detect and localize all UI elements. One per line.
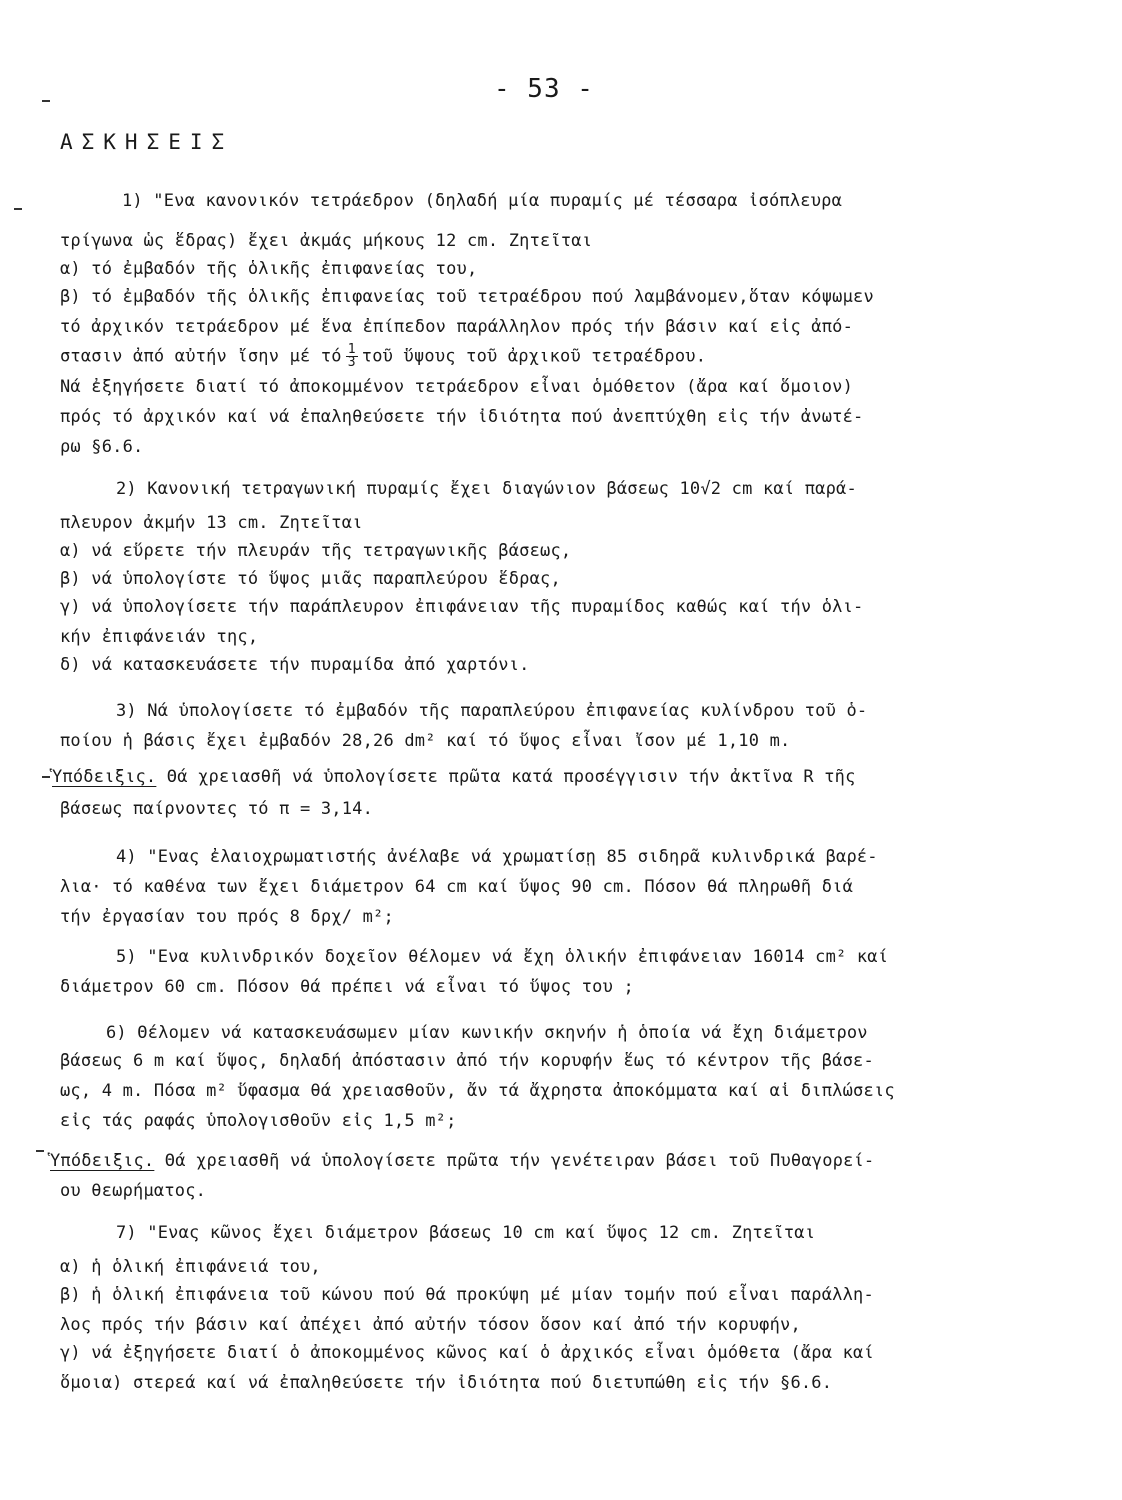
exercise-line: Νά ἐξηγήσετε διατί τό ἀποκομμένον τετράεδρον εἶναι ὁμόθετον (ἄρα καί ὅμοιον) [60, 377, 854, 397]
exercise-line: 2) Κανονική τετραγωνική πυραμίς ἔχει διαγώνιον βάσεως 10√2 cm καί παρά- [116, 479, 857, 499]
exercise-line: β) ἡ ὁλική ἐπιφάνεια τοῦ κώνου πού θά προκύψη μέ μίαν τομήν πού εἶναι παράλλη- [60, 1285, 874, 1305]
exercise-line: 4) "Ενας ἐλαιοχρωματιστής ἀνέλαβε νά χρωματίσῃ 85 σιδηρᾶ κυλινδρικά βαρέ- [116, 847, 878, 867]
hint-label: Ὑπόδειξις. [52, 767, 157, 787]
exercise-text: στασιν ἀπό αὐτήν ἴσην μέ τό [60, 346, 342, 367]
exercise-line: εἰς τάς ραφάς ὑπολογισθοῦν εἰς 1,5 m²; [60, 1111, 457, 1131]
hint-text: Θά χρειασθῆ νά ὑπολογίσετε πρῶτα κατά προσέγγισιν τήν ἀκτῖνα R τῆς [166, 767, 856, 787]
margin-mark [42, 776, 50, 778]
exercise-line: πρός τό ἀρχικόν καί νά ἐπαληθεύσετε τήν ἰδιότητα πού ἀνεπτύχθη εἰς τήν ἀνωτέ- [60, 407, 864, 427]
page-number: - 53 - [494, 74, 594, 104]
hint-line: βάσεως παίρνοντες τό π = 3,14. [60, 799, 374, 819]
fraction [346, 344, 358, 369]
exercise-line: α) νά εὕρετε τήν πλευράν τῆς τετραγωνικῆς βάσεως, [60, 541, 572, 561]
exercise-line: ποίου ἡ βάσις ἔχει ἐμβαδόν 28,26 dm² καί τό ὕψος εἶναι ἴσον μέ 1,10 m. [60, 731, 791, 751]
exercise-line: τήν ἐργασίαν του πρός 8 δρχ/ m²; [60, 907, 394, 927]
exercise-line: γ) νά ἐξηγήσετε διατί ὁ ἀποκομμένος κῶνος καί ὁ ἀρχικός εἶναι ὁμόθετα (ἄρα καί [60, 1343, 874, 1363]
exercise-line: τό ἀρχικόν τετράεδρον μέ ἕνα ἐπίπεδον παράλληλον πρός τήν βάσιν καί εἰς ἀπό- [60, 317, 854, 337]
fraction-denominator: 3 [347, 355, 356, 370]
hint-text: Θά χρειασθῆ νά ὑπολογίσετε πρῶτα τήν γενέτειραν βάσει τοῦ Πυθαγορεί- [164, 1151, 875, 1171]
exercise-line: ὅμοια) στερεά καί νά ἐπαληθεύσετε τήν ἰδιότητα πού διετυπώθη εἰς τήν §6.6. [60, 1373, 833, 1393]
exercise-line: β) νά ὑπολογίστε τό ὕψος μιᾶς παραπλεύρου ἕδρας, [60, 569, 561, 589]
fraction-numerator: 1 [347, 342, 356, 357]
exercise-line: α) τό ἐμβαδόν τῆς ὁλικῆς ἐπιφανείας του, [60, 259, 478, 279]
exercise-line: γ) νά ὑπολογίσετε τήν παράπλευρον ἐπιφάνειαν τῆς πυραμίδος καθώς καί τήν ὁλι- [60, 597, 864, 617]
exercise-line: λος πρός τήν βάσιν καί ἀπέχει ἀπό αὐτήν τόσον ὅσον καί ἀπό τήν κορυφήν, [60, 1315, 801, 1335]
exercise-line: 3) Νά ὑπολογίσετε τό ἐμβαδόν τῆς παραπλεύρου ἐπιφανείας κυλίνδρου τοῦ ὁ- [116, 701, 868, 721]
exercise-text: τοῦ ὕψους τοῦ ἀρχικοῦ τετραέδρου. [361, 346, 707, 367]
hint-line [50, 1150, 874, 1172]
exercise-line: ρω §6.6. [60, 437, 144, 457]
exercise-line [60, 344, 706, 369]
exercise-line: 1) "Ενα κανονικόν τετράεδρον (δηλαδή μία πυραμίς μέ τέσσαρα ἰσόπλευρα [122, 191, 843, 211]
exercise-line: β) τό ἐμβαδόν τῆς ὁλικῆς ἐπιφανείας τοῦ τετραέδρου πού λαμβάνομεν,ὅταν κόψωμεν [60, 287, 874, 307]
exercise-line: ως, 4 m. Πόσα m² ὕφασμα θά χρειασθοῦν, ἄν τά ἄχρηστα ἀποκόμματα καί αἱ διπλώσεις [60, 1081, 895, 1101]
exercise-line: 6) Θέλομεν νά κατασκευάσωμεν μίαν κωνικήν σκηνήν ἡ ὁποία νά ἔχη διάμετρον [106, 1023, 868, 1043]
exercise-line: δ) νά κατασκευάσετε τήν πυραμίδα ἀπό χαρτόνι. [60, 655, 530, 675]
hint-label: Ὑπόδειξις. [50, 1151, 155, 1171]
exercise-line: βάσεως 6 m καί ὕψος, δηλαδή ἀπόστασιν ἀπό τήν κορυφήν ἕως τό κέντρον τῆς βάσε- [60, 1051, 874, 1071]
margin-mark [42, 100, 50, 102]
margin-mark [36, 1150, 44, 1152]
exercise-line: διάμετρον 60 cm. Πόσον θά πρέπει νά εἶναι τό ὕψος του ; [60, 977, 634, 997]
exercise-line: 5) "Ενα κυλινδρικόν δοχεῖον θέλομεν νά ἔχη ὁλικήν ἐπιφάνειαν 16014 cm² καί [116, 947, 889, 967]
exercise-line: κήν ἐπιφάνειάν της, [60, 627, 259, 647]
section-heading: ΑΣΚΗΣΕΙΣ [60, 130, 234, 154]
hint-line: ου θεωρήματος. [60, 1181, 207, 1201]
exercise-line: λια· τό καθένα των ἔχει διάμετρον 64 cm καί ὕψος 90 cm. Πόσον θά πληρωθῆ διά [60, 877, 854, 897]
exercise-line: τρίγωνα ὡς ἕδρας) ἔχει ἀκμάς μήκους 12 cm. Ζητεῖται [60, 231, 593, 251]
margin-mark [14, 208, 22, 210]
exercise-line: πλευρον ἀκμήν 13 cm. Ζητεῖται [60, 513, 363, 533]
exercise-line: 7) "Ενας κῶνος ἔχει διάμετρον βάσεως 10 cm καί ὕψος 12 cm. Ζητεῖται [116, 1223, 816, 1243]
exercise-line: α) ἡ ὁλική ἐπιφάνειά του, [60, 1257, 321, 1277]
hint-line [52, 766, 856, 788]
